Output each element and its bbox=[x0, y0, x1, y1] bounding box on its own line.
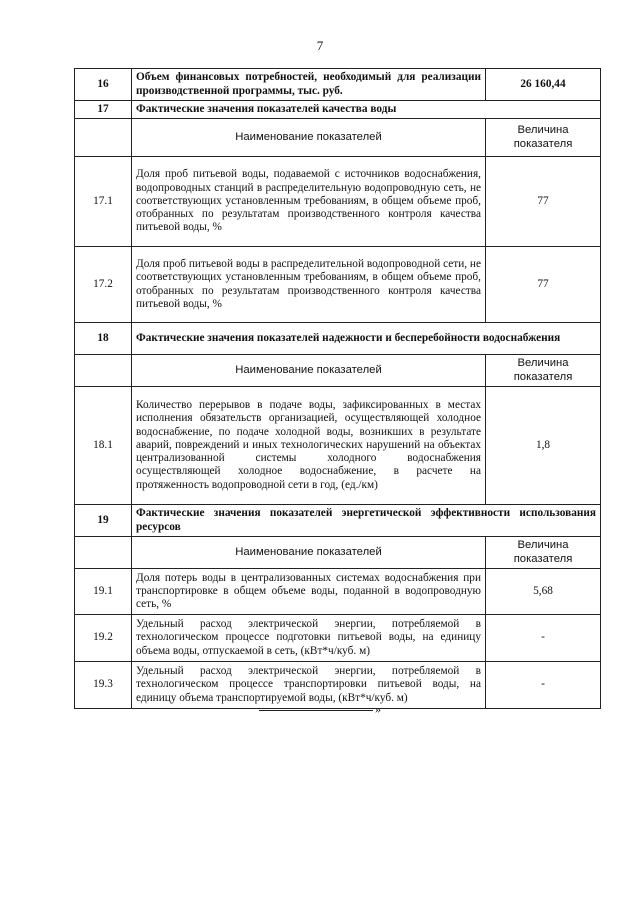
empty-cell bbox=[75, 119, 132, 157]
table-row bbox=[75, 387, 601, 505]
table-row bbox=[75, 157, 601, 247]
header-row bbox=[75, 537, 601, 569]
header-row bbox=[75, 355, 601, 387]
row-number: 16 bbox=[75, 69, 132, 101]
header-name: Наименование показателей bbox=[132, 355, 486, 387]
section-title: Фактические значения показателей энергетической эффективности использования ресурсов bbox=[132, 505, 601, 537]
row-value: - bbox=[486, 615, 601, 662]
header-value: Величина показателя bbox=[486, 119, 601, 157]
section-row bbox=[75, 101, 601, 119]
row-text: Удельный расход электрической энергии, потребляемой в технологическом процессе подготовки питьевой воды, на единицу объема воды, отпускаемой в сеть, (кВт*ч/куб. м) bbox=[132, 615, 486, 662]
row-text: Доля проб питьевой воды в распределительной водопроводной сети, не соответствующих установленным требованиям, в общем объеме проб, отобранных по результатам производственного контроля качества питьевой воды, % bbox=[132, 247, 486, 323]
table-row bbox=[75, 247, 601, 323]
section-number: 19 bbox=[75, 505, 132, 537]
row-text: Удельный расход электрической энергии, потребляемой в технологическом процессе транспортировки питьевой воды, на единицу объема транспортируемой воды, (кВт*ч/куб. м) bbox=[132, 662, 486, 709]
empty-cell bbox=[75, 355, 132, 387]
empty-cell bbox=[75, 537, 132, 569]
row-value: 77 bbox=[486, 247, 601, 323]
table-row bbox=[75, 569, 601, 615]
section-number: 17 bbox=[75, 101, 132, 119]
section-number: 18 bbox=[75, 323, 132, 355]
row-text: Количество перерывов в подаче воды, зафиксированных в местах исполнения обязательств организацией, осуществляющей холодное водоснабжение, по подаче холодной воды, возникших в результате аварий, повреждений и иных технологических нарушений на объектах централизованной системы холодного водоснабжения осуществляющей холодное водоснабжение, в расчете на протяженность водопроводной сети в год, (ед./км) bbox=[132, 387, 486, 505]
page-number: 7 bbox=[316, 38, 324, 53]
row-number: 19.1 bbox=[75, 569, 132, 615]
table-row bbox=[75, 615, 601, 662]
section-row bbox=[75, 505, 601, 537]
header-name: Наименование показателей bbox=[132, 119, 486, 157]
header-value: Величина показателя bbox=[486, 537, 601, 569]
row-number: 17.1 bbox=[75, 157, 132, 247]
row-number: 17.2 bbox=[75, 247, 132, 323]
row-number: 19.2 bbox=[75, 615, 132, 662]
header-name: Наименование показателей bbox=[132, 537, 486, 569]
row-value: - bbox=[486, 662, 601, 709]
header-value: Величина показателя bbox=[486, 355, 601, 387]
table-row bbox=[75, 69, 601, 101]
row-text: Объем финансовых потребностей, необходимый для реализации производственной программы, тыс. руб. bbox=[132, 69, 486, 101]
section-title: Фактические значения показателей качества воды bbox=[132, 101, 601, 119]
row-value: 77 bbox=[486, 157, 601, 247]
row-value: 1,8 bbox=[486, 387, 601, 505]
row-text: Доля потерь воды в централизованных системах водоснабжения при транспортировке в общем объеме воды, поданной в водопроводную сеть, % bbox=[132, 569, 486, 615]
row-value: 5,68 bbox=[486, 569, 601, 615]
section-title: Фактические значения показателей надежности и бесперебойности водоснабжения bbox=[132, 323, 601, 355]
row-value: 26 160,44 bbox=[486, 69, 601, 101]
header-row bbox=[75, 119, 601, 157]
row-text: Доля проб питьевой воды, подаваемой с источников водоснабжения, водопроводных станций в распределительную водопроводную сеть, не соответствующих установленным требованиям, в общем объеме проб, отобранных по результатам производственного контроля качества питьевой воды, % bbox=[132, 157, 486, 247]
section-row bbox=[75, 323, 601, 355]
row-number: 18.1 bbox=[75, 387, 132, 505]
closing-quote: » bbox=[375, 702, 381, 716]
indicators-table bbox=[74, 68, 601, 709]
closing-mark bbox=[0, 702, 640, 717]
row-number: 19.3 bbox=[75, 662, 132, 709]
signature-line bbox=[259, 710, 373, 711]
